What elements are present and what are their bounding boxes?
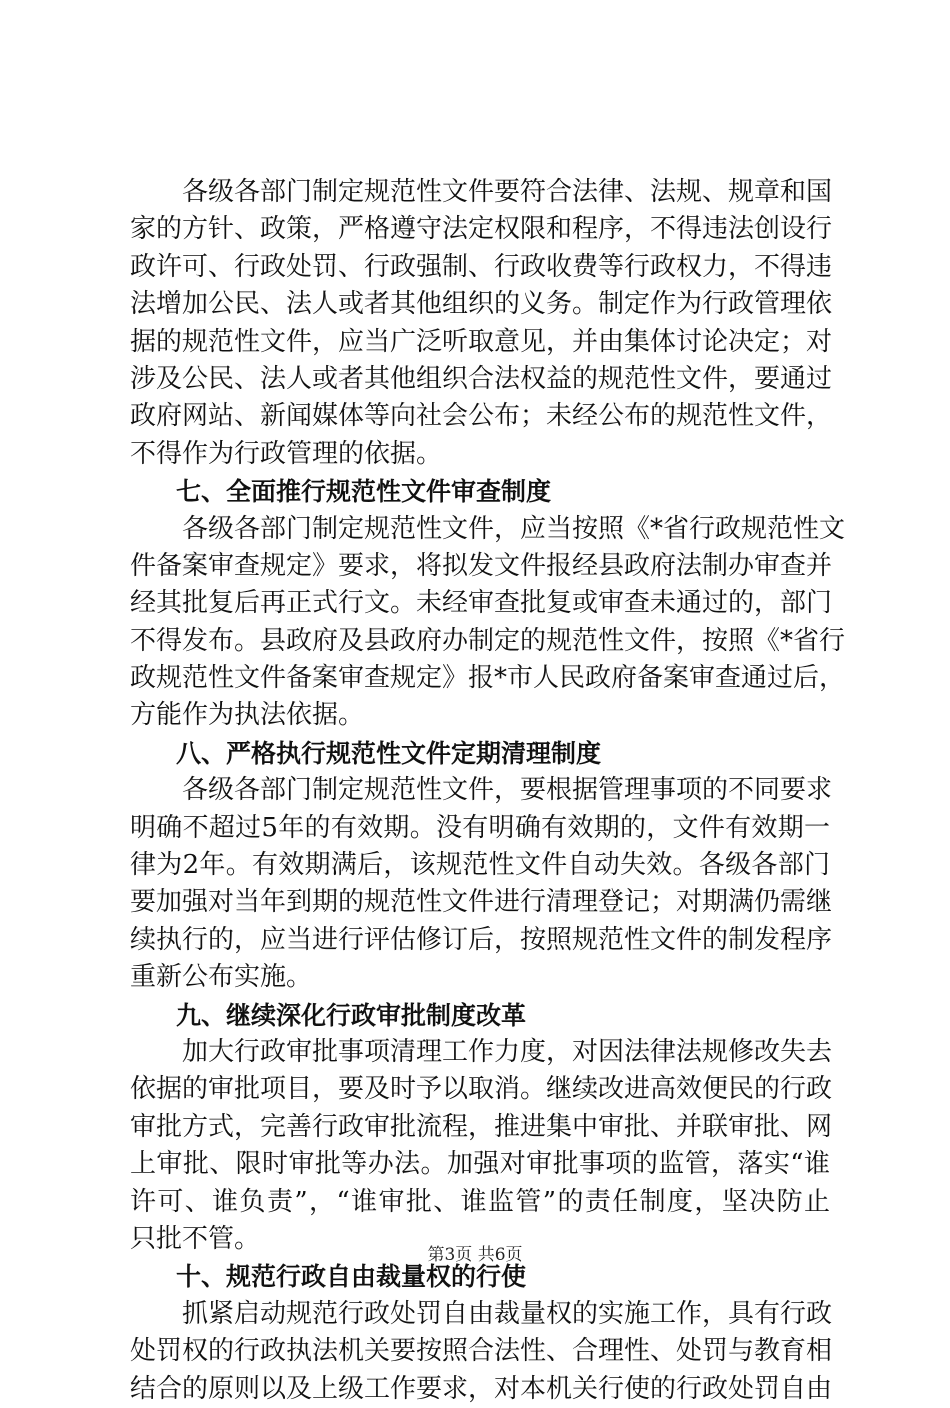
text-line: 审批方式，完善行政审批流程，推进集中审批、并联审批、网 bbox=[130, 1111, 833, 1142]
text-line: 抓紧启动规范行政处罚自由裁量权的实施工作，具有行政 bbox=[182, 1298, 833, 1329]
text-line: 经其批复后再正式行文。未经审查批复或审查未通过的，部门 bbox=[130, 588, 833, 619]
text-line: 加大行政审批事项清理工作力度，对因法律法规修改失去 bbox=[182, 1036, 833, 1067]
text-line: 续执行的，应当进行评估修订后，按照规范性文件的制发程序 bbox=[130, 924, 833, 955]
section-heading: 七、全面推行规范性文件审查制度 bbox=[176, 477, 552, 507]
text-line: 涉及公民、法人或者其他组织合法权益的规范性文件，要通过 bbox=[130, 363, 833, 394]
text-line: 处罚权的行政执法机关要按照合法性、合理性、处罚与教育相 bbox=[130, 1336, 833, 1367]
text-line: 只批不管。 bbox=[130, 1223, 261, 1254]
text-line: 件备案审查规定》要求，将拟发文件报经县政府法制办审查并 bbox=[130, 550, 833, 581]
text-line: 各级各部门制定规范性文件，要根据管理事项的不同要求 bbox=[182, 775, 833, 806]
text-line: 明确不超过5年的有效期。没有明确有效期的，文件有效期一 bbox=[130, 812, 830, 843]
section-heading: 八、严格执行规范性文件定期清理制度 bbox=[176, 738, 602, 768]
paragraph-intro bbox=[130, 174, 833, 473]
text-line: 重新公布实施。 bbox=[130, 962, 313, 993]
section-7 bbox=[130, 473, 846, 735]
text-line: 各级各部门制定规范性文件，应当按照《*省行政规范性文 bbox=[182, 513, 846, 544]
text-line: 要加强对当年到期的规范性文件进行清理登记；对期满仍需继 bbox=[130, 887, 833, 918]
text-line: 依据的审批项目，要及时予以取消。继续改进高效便民的行政 bbox=[130, 1074, 833, 1105]
document-body bbox=[130, 174, 846, 1408]
text-line: 许可、谁负责”，“谁审批、谁监管”的责任制度，坚决防止 bbox=[130, 1186, 830, 1217]
text-line: 方能作为执法依据。 bbox=[130, 700, 365, 731]
section-heading: 九、继续深化行政审批制度改革 bbox=[176, 1000, 527, 1030]
text-line: 政规范性文件备案审查规定》报*市人民政府备案审查通过后， bbox=[130, 663, 846, 694]
text-line: 家的方针、政策，严格遵守法定权限和程序，不得违法创设行 bbox=[130, 214, 833, 245]
section-9 bbox=[130, 997, 833, 1259]
section-10 bbox=[130, 1258, 833, 1408]
section-heading: 十、规范行政自由裁量权的行使 bbox=[176, 1262, 527, 1292]
text-line: 法增加公民、法人或者其他组织的义务。制定作为行政管理依 bbox=[130, 289, 833, 320]
text-line: 律为2年。有效期满后，该规范性文件自动失效。各级各部门 bbox=[130, 850, 830, 881]
text-line: 不得发布。县政府及县政府办制定的规范性文件，按照《*省行 bbox=[130, 625, 846, 656]
text-line: 政府网站、新闻媒体等向社会公布；未经公布的规范性文件， bbox=[130, 401, 833, 432]
text-line: 据的规范性文件，应当广泛听取意见，并由集体讨论决定；对 bbox=[130, 326, 833, 357]
page-number-footer: 第3页 共6页 bbox=[427, 1245, 523, 1265]
text-line: 上审批、限时审批等办法。加强对审批事项的监管，落实“谁 bbox=[130, 1149, 830, 1180]
text-line: 不得作为行政管理的依据。 bbox=[130, 438, 443, 469]
text-line: 各级各部门制定规范性文件要符合法律、法规、规章和国 bbox=[182, 177, 833, 207]
text-line: 政许可、行政处罚、行政强制、行政收费等行政权力，不得违 bbox=[130, 251, 833, 282]
section-8 bbox=[130, 735, 833, 997]
text-line: 结合的原则以及上级工作要求，对本机关行使的行政处罚自由 bbox=[130, 1373, 833, 1404]
